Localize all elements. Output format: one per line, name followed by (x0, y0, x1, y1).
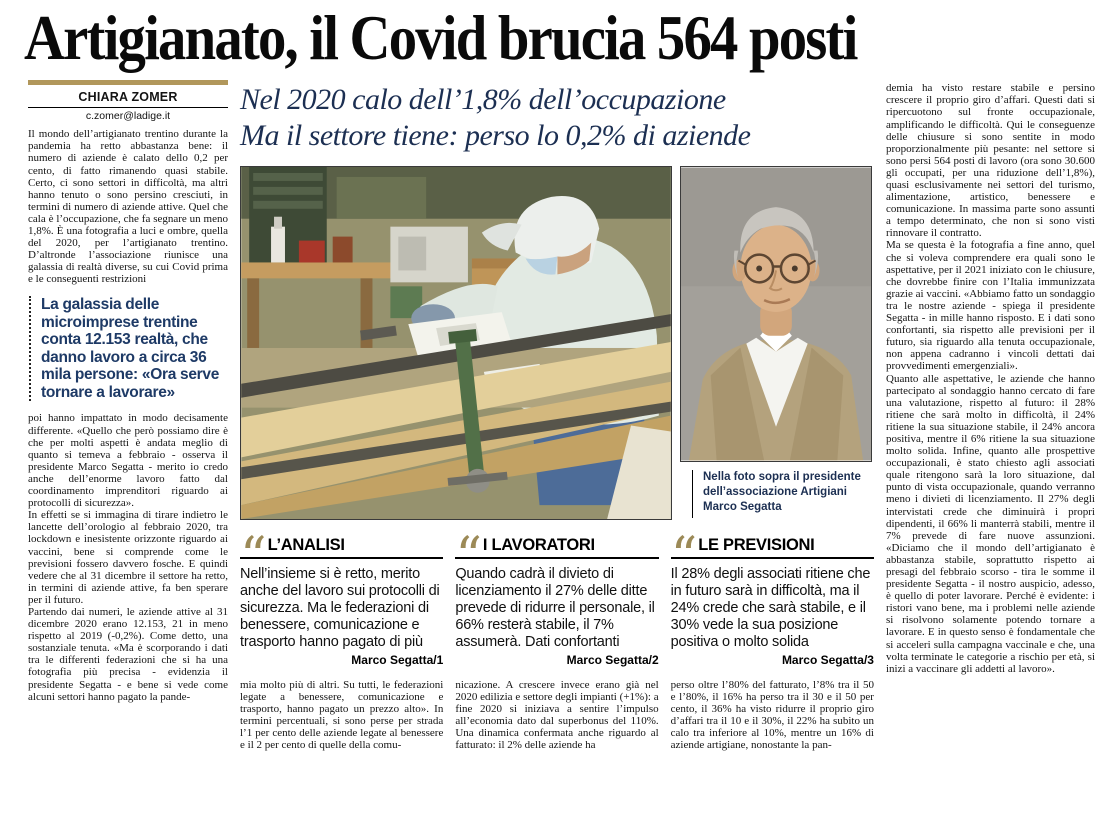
quote-box-analisi (240, 527, 444, 668)
quotation-marks-icon: “ (670, 527, 694, 588)
left-column-text-1 (28, 128, 228, 285)
bottom-column-3: perso oltre l’80% del fatturato, l’8% tra il 50 e l’80%, il 16% ha perso tra il 30 e il 50 per cento, il 36% ha visto ridurre il proprio giro d’affari tra il 10 e il 30%, il 22% ha subito un calo tra inferiore al 10%, mentre un 16% di aziende artigiane, nonostante la pan- (670, 679, 874, 752)
subhead-line-2: Ma il settore tiene: perso lo 0,2% di aziende (240, 119, 751, 153)
right-column (886, 80, 1095, 675)
bottom-columns-row (240, 679, 874, 752)
quote-box-header (670, 527, 874, 588)
left-column-text-2 (28, 412, 228, 702)
quote-box-title: I LAVORATORI (482, 536, 595, 555)
president-portrait-photo (680, 166, 872, 462)
quote-box-header (455, 527, 658, 588)
quote-box-attribution: Marco Segatta/2 (566, 653, 659, 668)
quote-box-title: LE PREVISIONI (698, 536, 815, 555)
paragraph: Ma se questa è la fotografia a fine anno, quel che si voleva comprendere era quali sono le aspettative, per il 2021 iniziato con le chiusure, che dovrebbe finire con l’Italia immunizzata grazie ai vaccini. «Abbiamo fatto un sondaggio tra le nostre aziende - spiega il presidente Segatta - in mille hanno risposto. E i dati sono confortanti, sia rispetto alle previsioni per il futuro, sia riguardo alla tenuta occupazionale, non appena cadranno i vincoli dettati dai provvedimenti emergenziali». (886, 239, 1095, 373)
quote-box-attribution: Marco Segatta/3 (781, 653, 874, 668)
quote-box-text: Il 28% degli associati ritiene che in futuro sarà in difficoltà, ma il 24% crede che sarà stabile, e il 30% vede la sua posizione positiva o molto solida (670, 566, 871, 651)
paragraph: Partendo dai numeri, le aziende attive al 31 dicembre 2020 erano 12.153, 21 in meno rispetto al 2019 (-0,2%). Come detto, una sostanziale tenuta. «Ma è scorporando i dati tra le differenti federazioni che si ha una fotografia più precisa - evidenzia il presidente Segatta - e bene si vede come alcuni settori hanno pagato la pande- (28, 605, 228, 703)
portrait-stack (680, 166, 872, 520)
quote-box-attribution: Marco Segatta/1 (351, 653, 444, 668)
quote-box-lavoratori (455, 527, 659, 668)
byline-author: CHIARA ZOMER (28, 90, 228, 108)
article-body (28, 80, 1095, 751)
article-headline (24, 3, 1095, 73)
quote-box-text: Quando cadrà il divieto di licenziamento il 27% delle ditte prevede di ridurre il personale, il 66% resterà stabile, il 7% assumerà. Dati confortanti (455, 566, 655, 651)
photo-caption: Nella foto sopra il presidente dell’associazione Artigiani Marco Segatta (692, 470, 872, 518)
left-column (28, 80, 228, 702)
subhead-line-1: Nel 2020 calo dell’1,8% dell’occupazione (240, 83, 726, 117)
pull-quote: La galassia delle microimprese trentine conta 12.153 realtà, che danno lavoro a circa 36 mila persone: «Ora serve tornare a lavorare» (29, 296, 228, 401)
quote-box-header (240, 527, 443, 588)
byline-accent-bar (28, 80, 228, 85)
quote-box-text: Nell’insieme si è retto, merito anche del lavoro sui protocolli di sicurezza. Ma le federazioni di benessere, comunicazione e trasporto hanno pagato di più (240, 566, 440, 651)
paragraph: poi hanno impattato in modo decisamente differente. «Quello che però possiamo dire è che per molti aspetti è andata meglio di quanto si temeva a febbraio - osserva il presidente Marco Segatta - merito io credo anche dell’enorme lavoro fatto dal coordinamento imprenditori riguardo ai protocolli di sicurezza». (28, 412, 228, 510)
bottom-column-2: nicazione. A crescere invece erano già nel 2020 edilizia e settore degli impianti (+1%): a fine 2020 si iniziava a sentire l’impulso all’economia dato dal superbonus del 110%. Una dinamica confermata anche riguardo al fatturato: il 2% delle aziende ha (455, 679, 659, 752)
paragraph: In effetti se si immagina di tirare indietro le lancette dell’orologio al febbraio 2020, tra lockdown e inesistente orizzonte riguardo ai vaccini, bene si comprende come le previsioni fossero davvero fosche. E quindi vedere che al 31 dicembre il settore ha retto, in termini di aziende attive, fa ben sperare per il futuro. (28, 509, 228, 606)
byline-email-link[interactable]: c.zomer@ladige.it (85, 110, 171, 123)
article-headline-text: Artigianato, il Covid brucia 564 posti (24, 3, 857, 73)
bottom-column-1: mia molto più di altri. Su tutti, le federazioni legate a benessere, comunicazione e trasporto, hanno pagato un prezzo alto». In termini percentuali, si sono perse per strada l’1 per cento delle aziende legate al benessere e il 2 per cento di quelle della comu- (240, 679, 444, 752)
photo-row (240, 166, 874, 520)
article-subhead (240, 82, 874, 154)
paragraph: demia ha visto restare stabile e persino crescere il proprio giro d’affari. Questi dati si ripercuotono sul fronte occupazionale, amplificando le difficoltà. Qui le conseguenze delle chiusure si sono sentite in modo proporzionalmente più pesante: nel settore si sono persi 564 posti di lavoro (ora sono 30.600 gli occupati, per una riduzione dell’1,8%), quasi esclusivamente nei settori del turismo, alimentazione, artistico, benessere e comunicazione. In massima parte sono assunti a tempo determinato, che non si sono visti rinnovare il contratto. (886, 82, 1095, 240)
paragraph: Quanto alle aspettative, le aziende che hanno partecipato al sondaggio hanno cercato di fare una valutazione, rispetto al futuro: il 28% ritiene che sarà molto in difficoltà, il 24% ritiene la sua situazione stabile, il 24% ancora positiva, mentre il 6% ritiene la sua situazione molto solida. Infine, quanto alle prospettive occupazionali, è stato chiesto agli associati quale ritengono sarà la loro situazione, dal punto di vista occupazionale, quando verranno meno i divieti di licenziamento. Il 27% degli intervistati crede che diminuirà i propri dipendenti, il 66% li manterrà stabili, mentre il 7% prevede di fare nuove assunzioni. «Diciamo che il mondo dell’artigianato è abbastanza stabile, soprattutto rispetto ai presagi del febbraio scorso - tira le somme il presidente Segatta - il nostro auspicio, adesso, è quello di poter lavorare. Perché è evidente: i ristori vano bene, ma i problemi nelle aziende si risolvono solamente potendo tornare a lavorare. E in questo senso è fondamentale che si acceleri sulla campagna vaccinale e che, una volta terminate le categorie a rischio per età, si inizi a vaccinare gli addetti al lavoro». (886, 372, 1095, 675)
workshop-photo (240, 166, 672, 520)
middle-column (240, 80, 874, 751)
quote-box-title: L’ANALISI (267, 536, 345, 555)
quotation-marks-icon: “ (455, 527, 478, 588)
paragraph: Il mondo dell’artigianato trentino durante la pandemia ha retto abbastanza bene: il numero di aziende è calato dello 0,2 per cento, di fatto rimanendo quasi stabile. Certo, ci sono settori in difficoltà, ma altri hanno tenuto o sono persino cresciuti, in termini di numero di aziende attive. Quel che cala è l’occupazione, che fa segnare un meno 1,8%. È una fotografia a luci e ombre, quella del 2020, per l’artigianato trentino. D’altronde l’associazione riunisce una galassia di realtà diverse, su cui Covid prima e le conseguenti restrizioni (28, 128, 228, 286)
quotation-marks-icon: “ (240, 527, 263, 588)
quote-box-previsioni (670, 527, 874, 668)
quote-boxes-row (240, 527, 874, 668)
